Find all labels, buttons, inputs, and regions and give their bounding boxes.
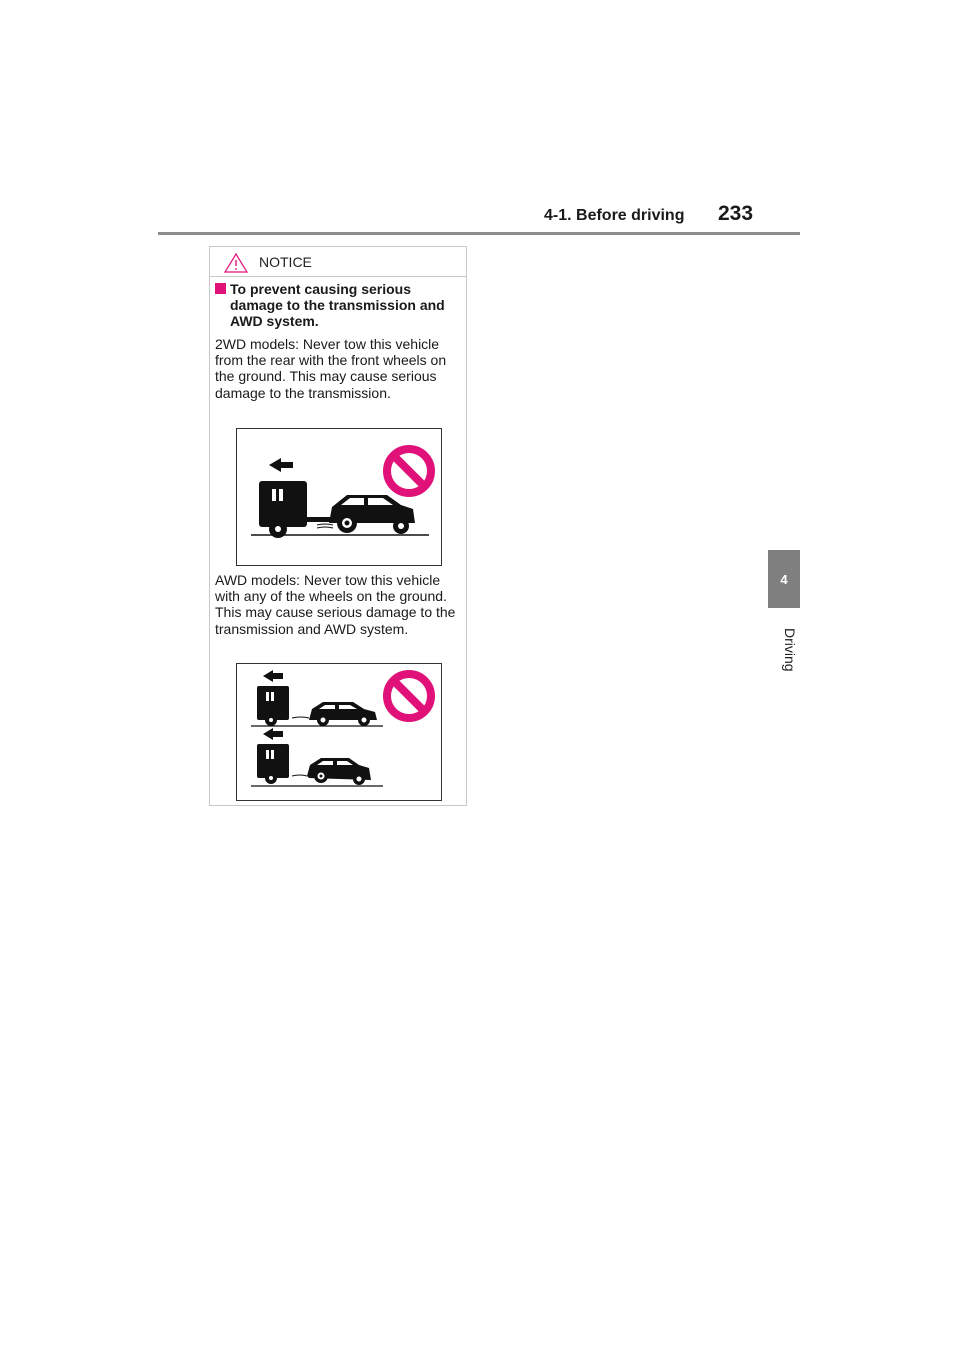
section-heading-text: To prevent causing serious damage to the transmission and AWD system. xyxy=(230,281,445,329)
paragraph-awd: AWD models: Never tow this vehicle with any of the wheels on the ground. This may cause serious damage to the transmission and AWD system. xyxy=(215,572,456,637)
notice-title: NOTICE xyxy=(259,254,312,270)
prohibited-towing-front-wheels-icon xyxy=(237,429,441,565)
section-heading xyxy=(215,281,460,329)
page-number: 233 xyxy=(718,202,754,225)
paragraph-2wd: 2WD models: Never tow this vehicle from the rear with the front wheels on the ground. This may cause serious damage to the transmission. xyxy=(215,336,447,401)
notice-box xyxy=(209,246,467,806)
figure-awd xyxy=(236,663,442,801)
prohibited-towing-any-wheels-icon xyxy=(237,664,441,800)
chapter-label: Driving xyxy=(782,628,798,672)
header-rule xyxy=(158,232,800,235)
chapter-tab: 4 xyxy=(768,550,800,608)
notice-header xyxy=(210,247,466,277)
section-title: 4-1. Before driving xyxy=(544,207,685,224)
figure-2wd xyxy=(236,428,442,566)
bullet-square xyxy=(215,283,226,294)
warning-triangle-icon xyxy=(224,253,248,273)
